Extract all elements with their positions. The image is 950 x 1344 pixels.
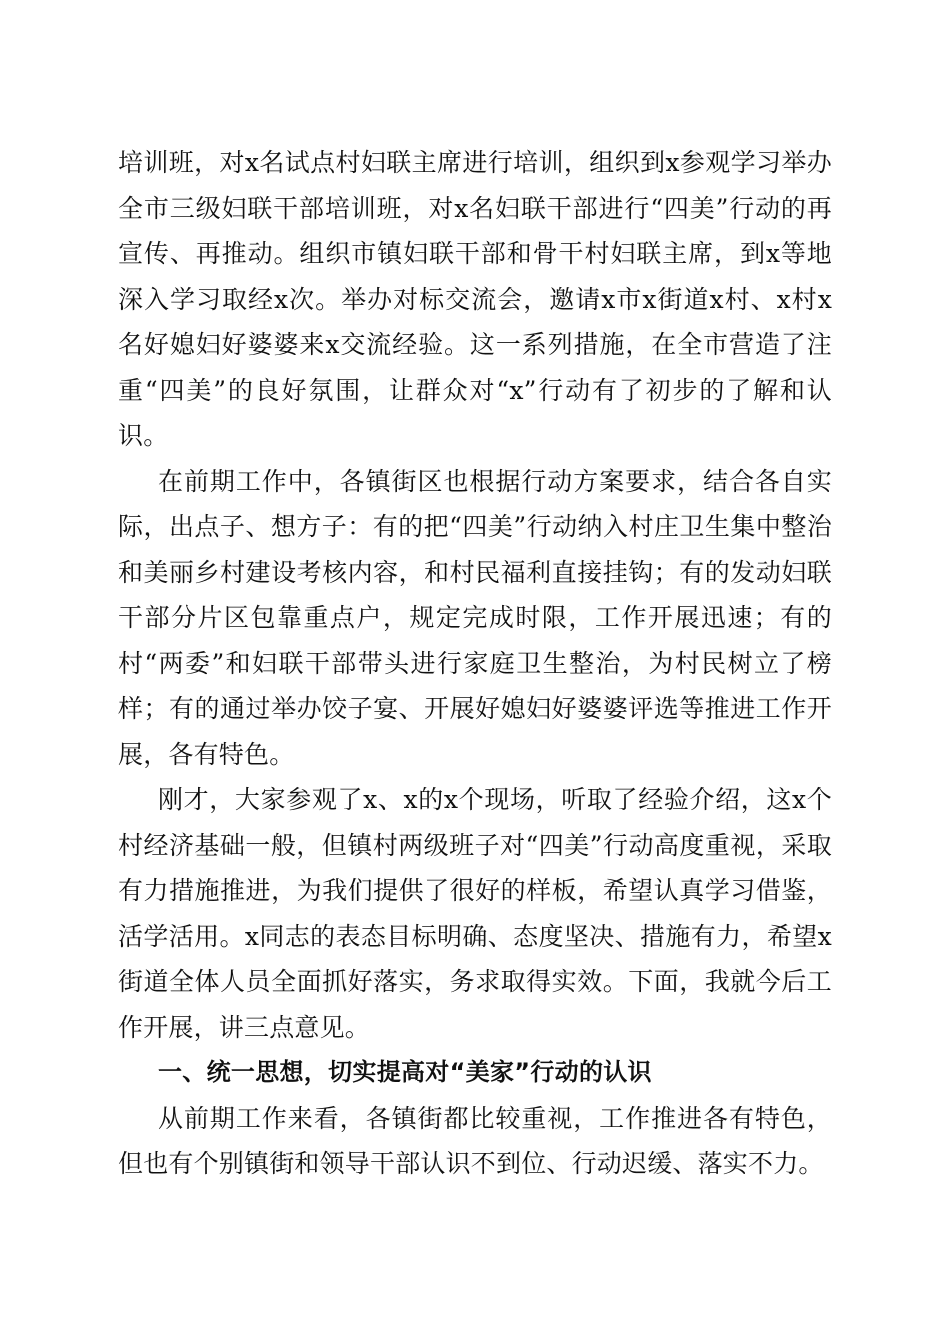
document-body: [118, 140, 832, 1187]
paragraph-site-visit: 刚才，大家参观了x、x的x个现场，听取了经验介绍，这x个村经济基础一般，但镇村两级班子对“四美”行动高度重视，采取有力措施推进，为我们提供了很好的样板，希望认真学习借鉴，活学活用。x同志的表态目标明确、态度坚决、措施有力，希望x街道全体人员全面抓好落实，务求取得实效。下面，我就今后工作开展，讲三点意见。: [118, 785, 832, 1042]
section-heading: 一、统一思想，切实提高对“美家”行动的认识: [158, 1058, 652, 1086]
paragraph-early-work: 在前期工作中，各镇街区也根据行动方案要求，结合各自实际，出点子、想方子：有的把“四美”行动纳入村庄卫生集中整治和美丽乡村建设考核内容，和村民福利直接挂钩；有的发动妇联干部分片区包靠重点户，规定完成时限，工作开展迅速；有的村“两委”和妇联干部带头进行家庭卫生整治，为村民树立了榜样；有的通过举办饺子宴、开展好媳妇好婆婆评选等推进工作开展，各有特色。: [118, 466, 832, 769]
paragraph-continued-training: 培训班，对x名试点村妇联主席进行培训，组织到x参观学习举办全市三级妇联干部培训班，对x名妇联干部进行“四美”行动的再宣传、再推动。组织市镇妇联干部和骨干村妇联主席，到x等地深入学习取经x次。举办对标交流会，邀请x市x街道x村、x村x名好媳妇好婆婆来x交流经验。这一系列措施，在全市营造了注重“四美”的良好氛围，让群众对“x”行动有了初步的了解和认识。: [118, 148, 832, 450]
paragraph-closing: 从前期工作来看，各镇街都比较重视，工作推进各有特色，但也有个别镇街和领导干部认识不到位、行动迟缓、落实不力。: [118, 1103, 832, 1178]
